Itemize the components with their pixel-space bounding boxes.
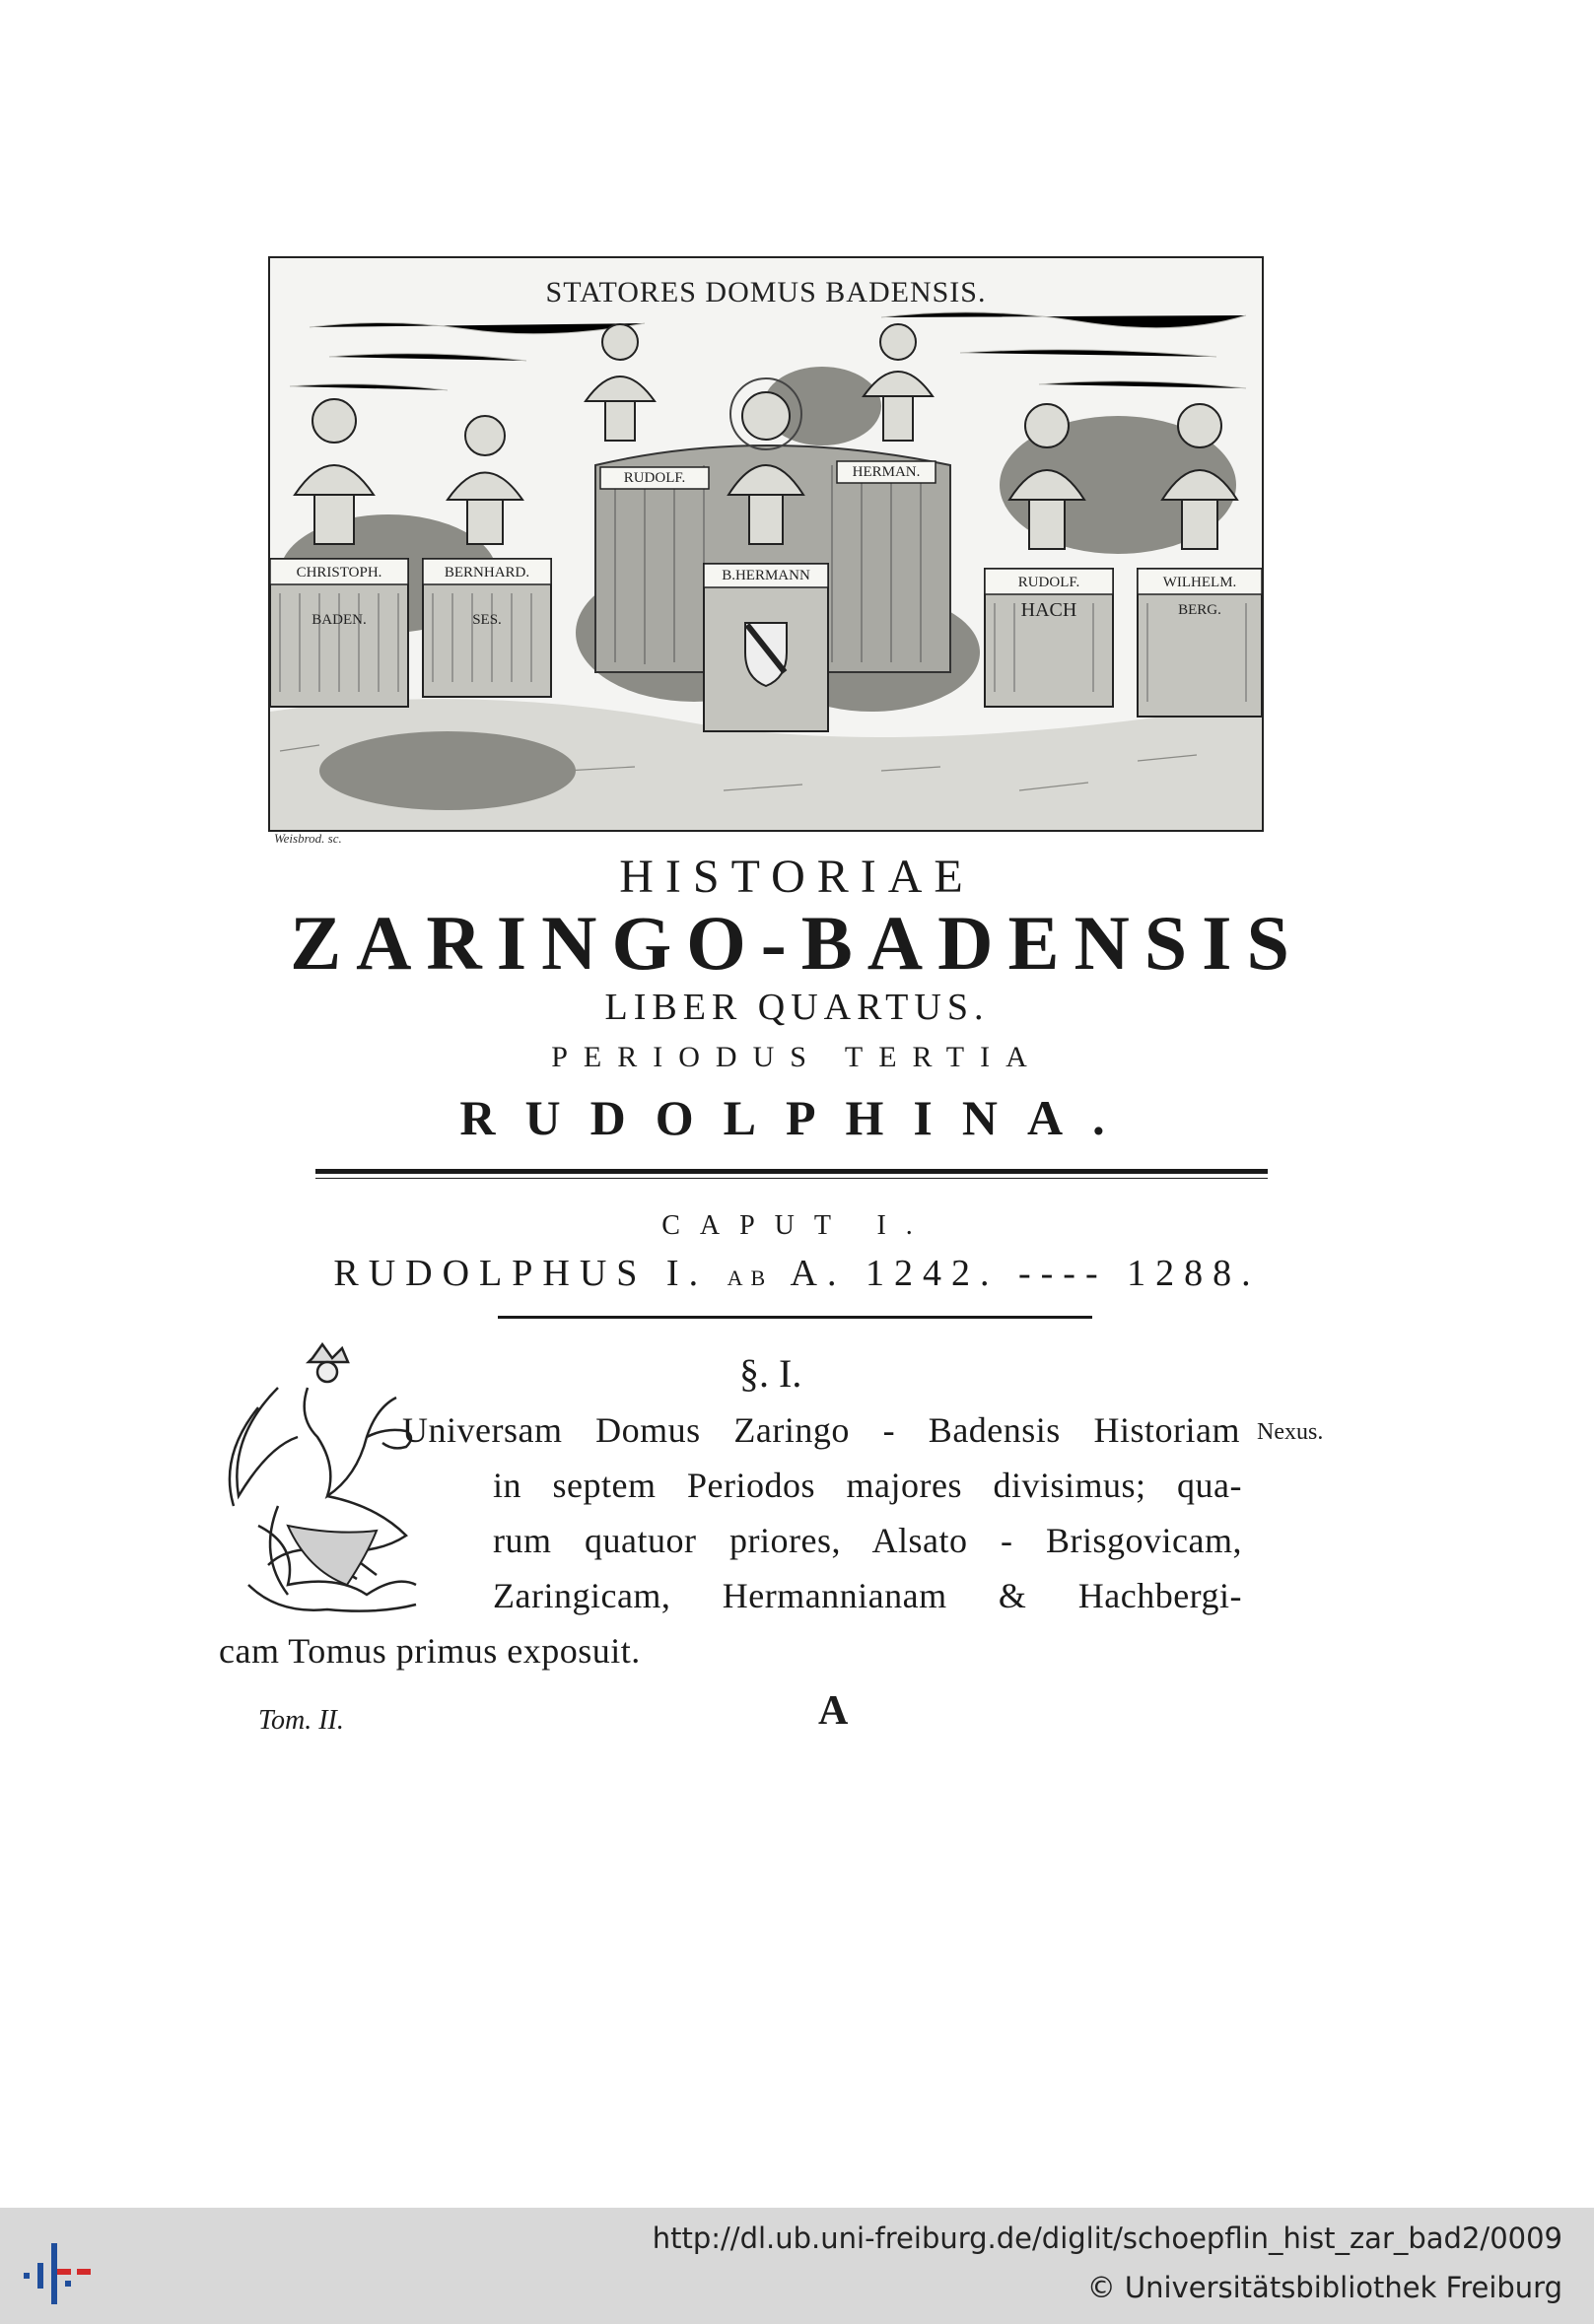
plinth-label-line: RUDOLF. — [623, 470, 686, 486]
title-liber: LIBER QUARTUS. — [604, 987, 990, 1028]
plinth-label — [827, 463, 945, 481]
copyright-notice: © Universitätsbibliothek Freiburg — [1086, 2271, 1562, 2304]
permalink-url[interactable]: http://dl.ub.uni-freiburg.de/diglit/schoepflin_hist_zar_bad2/0009 — [652, 2221, 1562, 2255]
plinth-label — [990, 574, 1108, 619]
divider-rule-thick — [315, 1169, 1268, 1174]
paragraph-line: Universam Domus Zaringo - Badensis Historiam — [402, 1410, 1240, 1450]
plinth-label-line: WILHELM. — [1162, 575, 1237, 590]
plinth-label-line: BADEN. — [312, 612, 367, 628]
plinth-label-line: HACH — [1020, 599, 1077, 621]
tome-signature: Tom. II. — [258, 1705, 344, 1736]
chapter-subtitle-name: RUDOLPHUS I. — [333, 1253, 728, 1294]
plinth-label — [280, 564, 398, 629]
plinth-label-line: HERMAN. — [852, 464, 921, 480]
chapter-subtitle-ab: AB — [727, 1265, 774, 1290]
engraving-title: STATORES DOMUS BADENSIS. — [545, 276, 987, 308]
ub-freiburg-logo-icon[interactable] — [20, 2229, 99, 2308]
divider-rule-short — [498, 1316, 1092, 1319]
title-periodus: PERIODUS TERTIA — [551, 1041, 1043, 1073]
plinth-label-line: RUDOLF. — [1017, 575, 1080, 590]
plinth-label-line: B.HERMANN — [722, 568, 810, 583]
divider-rule-thin — [315, 1178, 1268, 1179]
title-rudolphina: RUDOLPHINA. — [459, 1090, 1135, 1145]
chapter-subtitle — [0, 1252, 1594, 1295]
plinth-label — [595, 469, 714, 487]
paragraph-line: in septem Periodos majores divisimus; qua- — [493, 1466, 1242, 1505]
margin-note: Nexus. — [1257, 1419, 1324, 1445]
paragraph-line: rum quatuor priores, Alsato - Brisgovicam, — [493, 1521, 1242, 1560]
paragraph-line: Zaringicam, Hermannianam & Hachbergi- — [493, 1576, 1242, 1615]
plinth-label — [707, 567, 825, 584]
plinth-label-line: BERG. — [1178, 602, 1221, 618]
engraving-artwork — [270, 258, 1262, 830]
chapter-subtitle-years: A. 1242. ---- 1288. — [773, 1253, 1261, 1294]
chapter-heading: CAPUT I. — [661, 1210, 933, 1241]
plinth-label — [1141, 574, 1259, 619]
plinth-label — [428, 564, 546, 629]
engraver-signature: Weisbrod. sc. — [274, 831, 342, 846]
section-mark: §. I. — [739, 1351, 802, 1396]
paragraph-line: cam Tomus primus exposuit. — [219, 1631, 641, 1671]
footer-bar — [0, 2208, 1594, 2324]
title-zaringo-badensis: ZARINGO-BADENSIS — [290, 900, 1304, 986]
plinth-label-line: SES. — [472, 612, 502, 628]
plinth-label-line: BERNHARD. — [444, 565, 530, 581]
plinth-label-line: CHRISTOPH. — [296, 565, 382, 581]
signature-mark: A — [818, 1688, 849, 1734]
engraving-illustration — [268, 256, 1264, 832]
title-historiae: HISTORIAE — [619, 851, 975, 903]
griffin-crest-icon — [219, 1329, 436, 1624]
